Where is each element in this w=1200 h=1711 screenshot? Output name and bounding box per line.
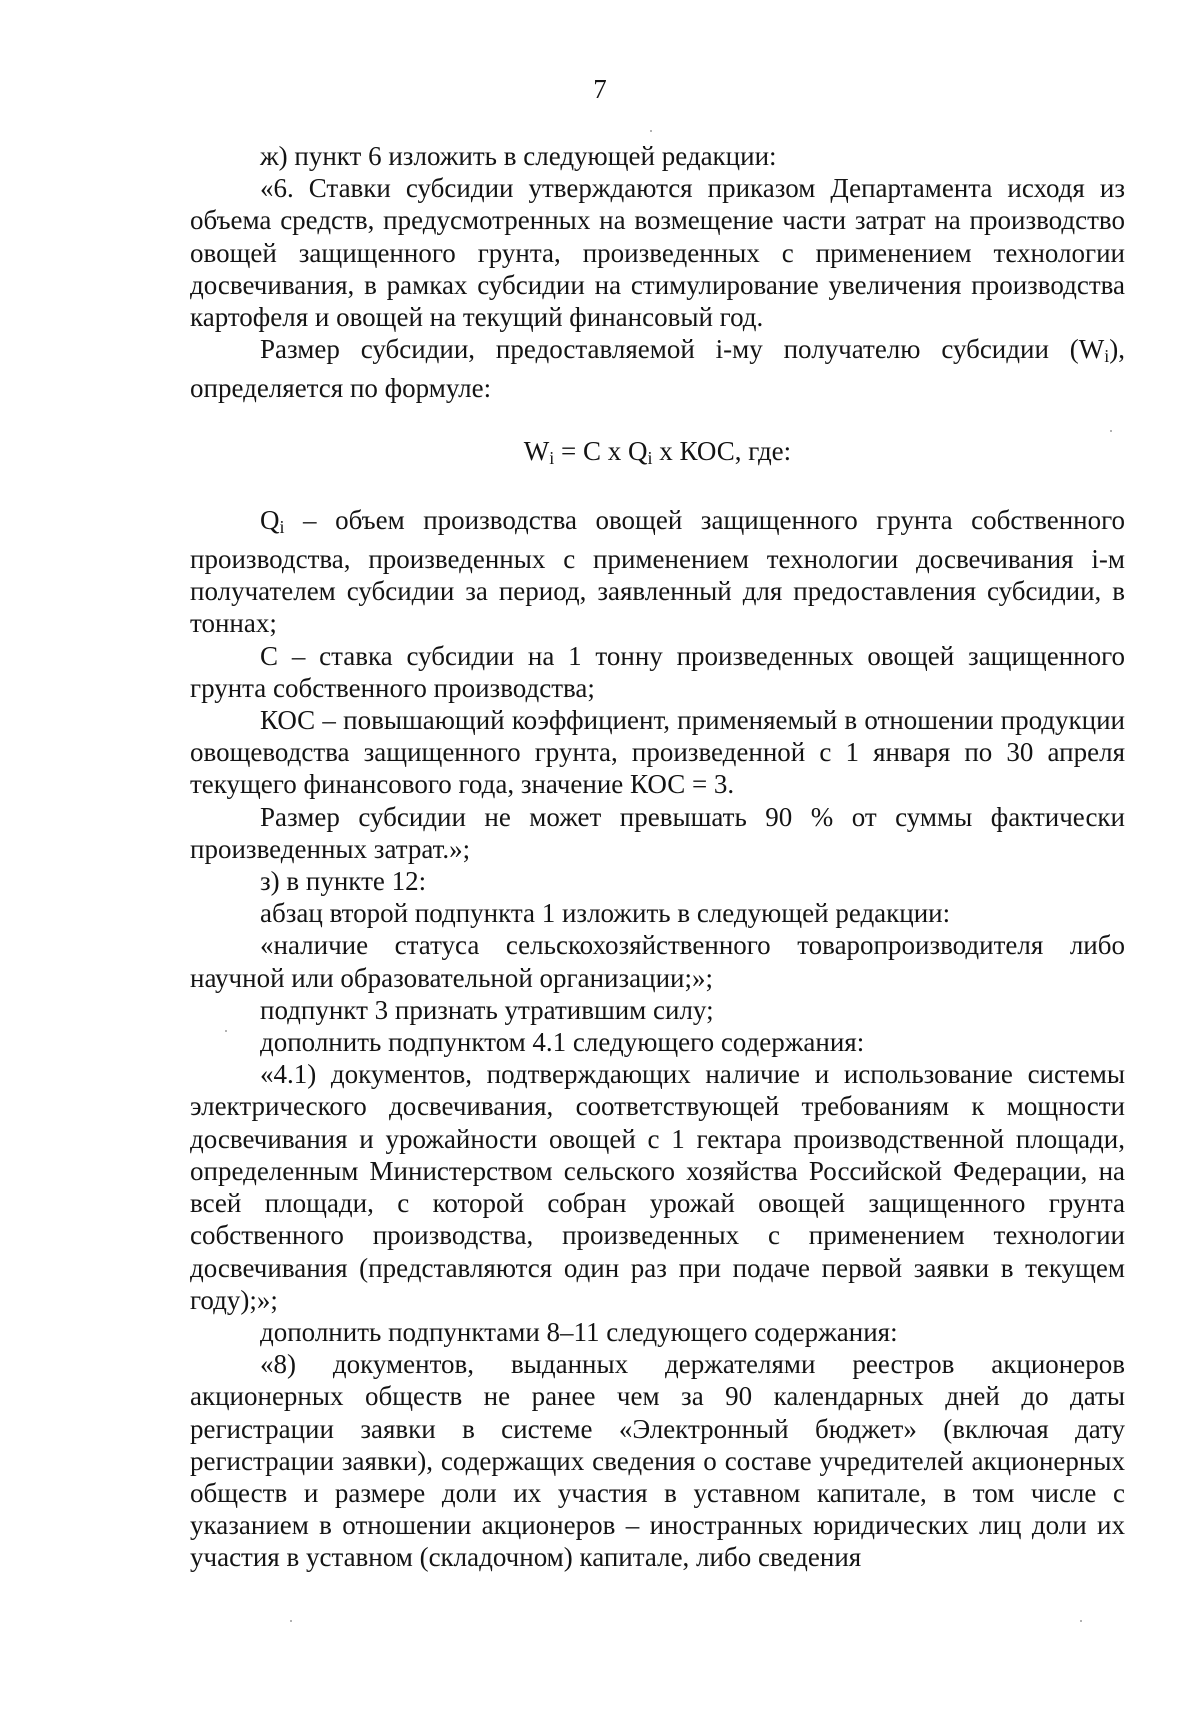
paragraph-size-intro <box>190 333 1125 404</box>
formula-middle: = С x Q <box>554 435 648 466</box>
paragraph-add-8-11: дополнить подпунктами 8–11 следующего содержания: <box>260 1316 898 1347</box>
paragraph-point-6: «6. Ставки субсидии утверждаются приказом Департамента исходя из объема средств, предусмотренных на возмещение части затрат на производство овощей защищенного грунта, произведенных с применением технологии досвечивания, в рамках субсидии на стимулирование увеличения производства картофеля и овощей на текущий финансовый год. <box>190 173 1125 333</box>
qi-symbol: Q <box>260 504 280 535</box>
scan-speck <box>650 130 652 132</box>
size-intro-text-b: ), определяется по формуле: <box>190 334 1125 404</box>
paragraph-item-z: з) в пункте 12: <box>260 866 427 897</box>
scan-speck <box>1080 1620 1082 1622</box>
formula-w: W <box>523 435 550 466</box>
qi-text: – объем производства овощей защищенного грунта собственного производства, произведенных с применением технологии досвечивания i-м получателем субсидии за период, заявленный для предоставления субсидии, в тоннах; <box>190 504 1125 639</box>
paragraph-item-zh: ж) пункт 6 изложить в следующей редакции: <box>260 141 777 171</box>
scan-speck <box>290 1620 292 1622</box>
scan-speck <box>225 1030 227 1032</box>
formula <box>190 435 1125 474</box>
formula-q-subscript: i <box>647 447 653 468</box>
paragraph-c-definition: С – ставка субсидии на 1 тонну произведенных овощей защищенного грунта собственного производства; <box>190 640 1125 703</box>
paragraph-add-4-1: дополнить подпунктом 4.1 следующего содержания: <box>260 1027 865 1058</box>
paragraph-status: «наличие статуса сельскохозяйственного товаропроизводителя либо научной или образовательной организации;»; <box>190 930 1125 993</box>
paragraph-abzac: абзац второй подпункта 1 изложить в следующей редакции: <box>260 898 951 929</box>
size-intro-text-a: Размер субсидии, предоставляемой i-му получателю субсидии (W <box>260 334 1105 365</box>
paragraph-qi-definition <box>190 504 1125 640</box>
paragraph-8: «8) документов, выданных держателями реестров акционеров акционерных обществ не ранее чем за 90 календарных дней до даты регистрации заявки в системе «Электронный бюджет» (включая дату регистрации заявки), содержащих сведения о составе учредителей акционерных обществ и размере доли их участия в уставном капитале, в том числе с указанием в отношении акционеров – иностранных юридических лиц доли их участия в уставном (складочном) капитале, либо сведения <box>190 1349 1125 1573</box>
qi-subscript: i <box>279 516 285 537</box>
paragraph-limit: Размер субсидии не может превышать 90 % от суммы фактически произведенных затрат.»; <box>190 801 1125 864</box>
document-body <box>190 140 1125 1574</box>
paragraph-kos-definition: КОС – повышающий коэффициент, применяемый в отношении продукции овощеводства защищенного грунта, произведенной с 1 января по 30 апреля текущего финансового года, значение КОС = 3. <box>190 705 1125 800</box>
paragraph-sub3: подпункт 3 признать утратившим силу; <box>260 994 714 1025</box>
paragraph-4-1: «4.1) документов, подтверждающих наличие и использование системы электрического досвечивания, соответствующей требованиям к мощности досвечивания и урожайности овощей с 1 гектара производственной площади, определенным Министерством сельского хозяйства Российской Федерации, на всей площади, с которой собран урожай овощей защищенного грунта собственного производства, произведенных с применением технологии досвечивания (представляются один раз при подаче первой заявки в текущем году);»; <box>190 1059 1125 1315</box>
size-intro-subscript: i <box>1104 346 1110 367</box>
formula-w-subscript: i <box>549 447 555 468</box>
formula-end: x КОС, где: <box>652 435 792 466</box>
page-number: 7 <box>593 74 607 104</box>
scan-speck <box>1110 430 1112 432</box>
